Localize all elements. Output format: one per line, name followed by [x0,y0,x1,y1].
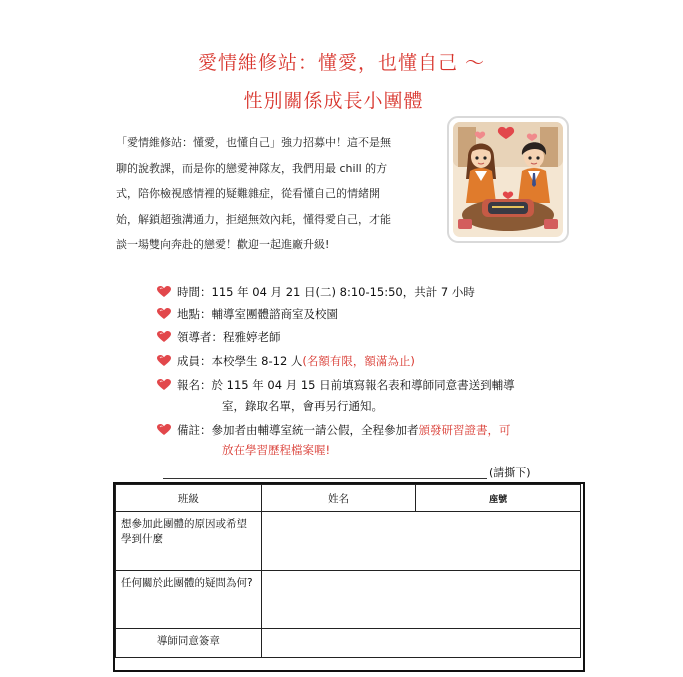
detail-time [157,284,475,300]
intro-line: 「愛情維修站：懂愛，也懂自己」強力招募中！這不是無 [116,136,391,149]
class-header: 班級 [116,485,262,512]
intro-line: 始，解鎖超強溝通力，拒絕無效內耗，懂得愛自己，才能 [116,212,391,226]
remark-highlight-2: 放在學習歷程檔案喔! [222,443,331,457]
seat-header: 座號 [416,485,581,512]
member-note: (名額有限，額滿為止) [302,354,415,368]
reason-input[interactable] [261,512,580,571]
title-line-1: 愛情維修站：懂愛，也懂自己 ～ [197,52,486,74]
intro-paragraph [116,130,441,258]
name-header: 姓名 [261,485,416,512]
tear-line [163,478,487,479]
heart-icon [157,308,171,320]
signup-form-table [115,484,581,658]
remark-highlight-1: 頒發研習證書，可 [418,423,511,437]
leader-label: 領導者： [177,330,223,344]
heart-icon [157,379,171,391]
tear-off-note: (請撕下) [489,466,531,479]
teacher-row [116,629,581,658]
signup-line-2: 室，錄取名單，會再另行通知。 [222,399,383,413]
signup-label: 報名： [177,378,212,392]
title-line-2: 性別關係成長小團體 [243,90,424,112]
remark-label: 備註： [177,423,212,437]
teacher-signature-label: 導師同意簽章 [116,629,262,658]
leader-value: 程雅婷老師 [223,330,281,344]
detail-leader [157,329,281,345]
intro-line: 聊的說教課，而是你的戀愛神隊友，我們用最 chill 的方 [116,161,388,175]
detail-members [157,353,415,369]
reason-label: 想參加此團體的原因或希望學到什麼 [116,512,262,571]
question-row [116,571,581,629]
member-value: 本校學生 8-12 人 [211,354,303,368]
intro-line: 談一場雙向奔赴的戀愛！歡迎一起進廠升級! [116,238,330,251]
heart-icon [157,424,171,436]
time-value: 115 年 04 月 21 日(二) 8:10-15:50，共計 7 小時 [211,285,475,299]
detail-remark [157,422,511,438]
reason-row [116,512,581,571]
signup-line-1: 於 115 年 04 月 15 日前填寫報名表和導師同意書送到輔導 [211,378,515,392]
heart-icon [157,355,171,367]
time-label: 時間： [177,285,212,299]
couple-illustration [444,113,572,246]
place-label: 地點： [177,307,212,321]
heart-icon [157,331,171,343]
detail-place [157,306,338,322]
place-value: 輔導室團體諮商室及校園 [211,307,338,321]
question-label: 任何關於此團體的疑問為何? [116,571,262,629]
teacher-signature-input[interactable] [261,629,580,658]
detail-signup [157,377,515,393]
form-header-row [116,485,581,512]
heart-icon [157,286,171,298]
remark-value: 參加者由輔導室統一請公假，全程參加者 [211,423,419,437]
question-input[interactable] [261,571,580,629]
member-label: 成員： [177,354,212,368]
intro-line: 式，陪你檢視感情裡的疑難雜症，從看懂自己的情緒開 [116,187,380,200]
